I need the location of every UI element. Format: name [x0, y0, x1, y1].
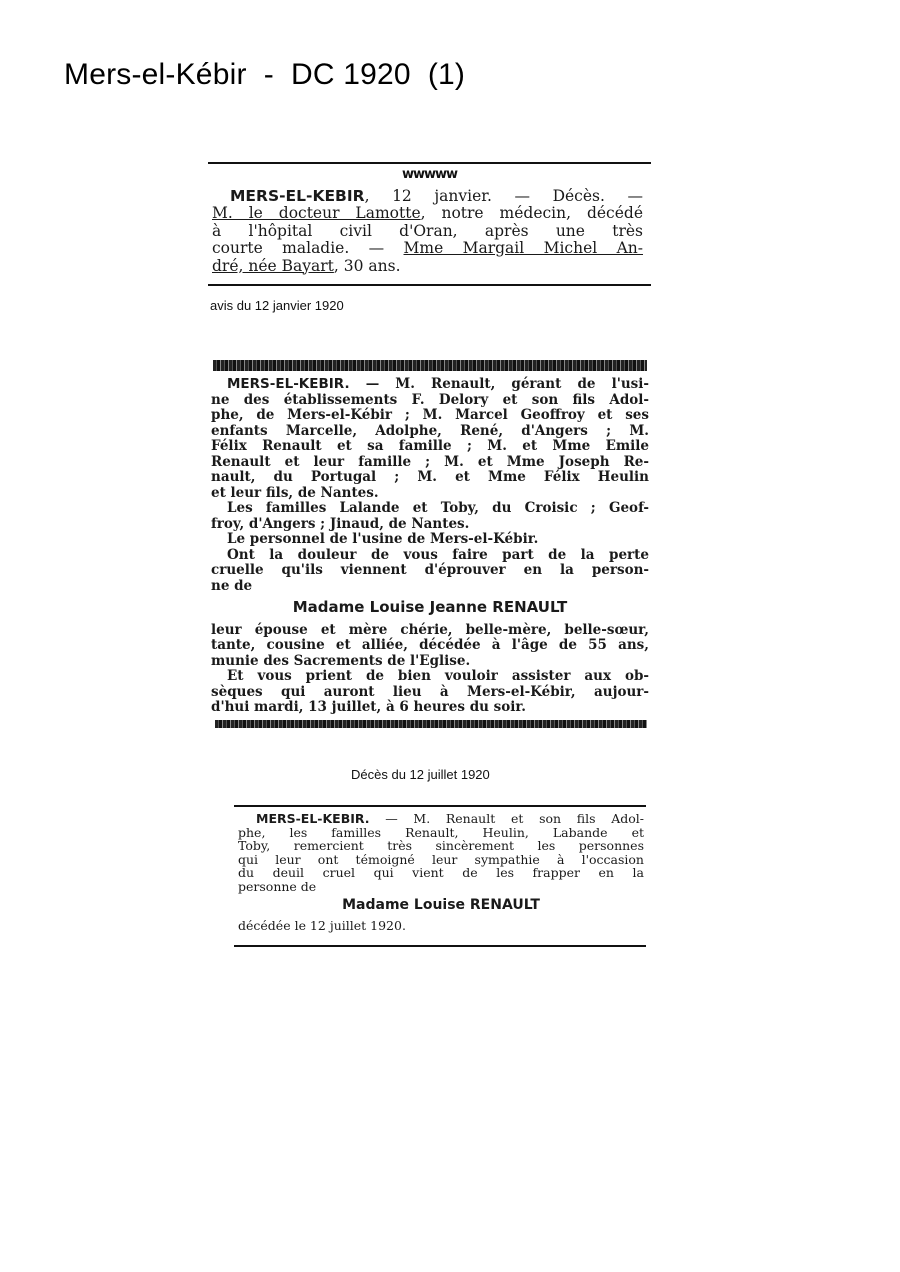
clip2-deceased-name: Madame Louise Jeanne RENAULT: [292, 598, 568, 616]
clip1-name-lamotte: M. le docteur Lamotte: [212, 204, 421, 222]
clip1-line-5: [208, 258, 651, 276]
clip2-line-2: ne des établissements F. Delory et son fils Adol-: [211, 391, 649, 408]
clip3-line-7: décédée le 12 juillet 1920.: [238, 917, 406, 933]
clip1-place: MERS-EL-KEBIR: [230, 186, 365, 205]
clip1-bottom-rule: [208, 284, 651, 286]
clip2-article: [205, 360, 652, 745]
clip3-line-1: [238, 812, 644, 826]
clip1-line-1: [208, 188, 651, 206]
clip2-line-3: phe, de Mers-el-Kébir ; M. Marcel Geoffroy et ses: [211, 407, 649, 423]
clip1-line-2: [208, 205, 651, 223]
clip2-line-8: et leur fils, de Nantes.: [211, 484, 379, 501]
page-title: Mers-el-Kébir - DC 1920 (1): [64, 58, 466, 91]
clip3-line-3: Toby, remercient très sincèrement les personnes: [238, 838, 644, 853]
clip2-line-19: sèques qui auront lieu à Mers-el-Kébir, aujour-: [211, 683, 649, 700]
clip1-line-5-rest: , 30 ans.: [333, 256, 401, 275]
clip1-name-bayart: dré, née Bayart: [212, 256, 334, 275]
clip2-line-15: leur épouse et mère chérie, belle-mère, belle-sœur,: [211, 621, 649, 638]
clip3-line-2: phe, les familles Renault, Heulin, Labande et: [238, 824, 644, 840]
clip2-line-5: Félix Renault et sa famille ; M. et Mme Emile: [211, 438, 649, 454]
clip1-line-2-rest: , notre médecin, décédé: [420, 204, 644, 222]
clip2-line-12: Ont la douleur de vous faire part de la perte: [227, 546, 649, 563]
clip3-line-5: du deuil cruel qui vient de les frapper en la: [238, 865, 644, 880]
clip2-line-17: munie des Sacrements de l'Eglise.: [211, 652, 471, 669]
clip3-line-4: qui leur ont témoigné leur sympathie à l'occasion: [238, 851, 644, 867]
clip2-line-16: tante, cousine et alliée, décédée à l'âge de 55 ans,: [211, 637, 649, 653]
clip1-top-rule: [208, 162, 651, 164]
clip3-bottom-rule: [234, 945, 646, 947]
clip2-line-4: enfants Marcelle, Adolphe, René, d'Angers ; M.: [211, 422, 649, 439]
clip2-line-18: Et vous prient de bien vouloir assister aux ob-: [227, 668, 649, 684]
clip3-body: [234, 812, 646, 932]
clip1-article: [208, 166, 651, 284]
clip3-line-6: personne de: [238, 878, 317, 894]
clip1-line-4-start: courte maladie. —: [212, 239, 404, 257]
clip2-line-6: Renault et leur famille ; M. et Mme Joseph Re-: [211, 453, 649, 470]
clip3-top-rule: [234, 805, 646, 807]
clip2-line-9: Les familles Lalande et Toby, du Croisic ; Geof-: [227, 500, 649, 516]
clip2-caption: Décès du 12 juillet 1920: [351, 767, 490, 782]
clip2-line-20: d'hui mardi, 13 juillet, à 6 heures du soir.: [211, 699, 526, 715]
clip1-line-4: [208, 240, 651, 258]
clip1-name-margail: Mme Margail Michel An-: [403, 239, 643, 257]
clip3-line-1-text: — M. Renault et son fils Adol-: [385, 811, 644, 826]
clip2-top-bar: [213, 360, 647, 371]
clip2-line-14: ne de: [211, 577, 253, 594]
clip2-bottom-bar: [215, 720, 647, 728]
clip2-line-1-text: — M. Renault, gérant de l'usi-: [365, 376, 649, 392]
clip1-caption: avis du 12 janvier 1920: [210, 298, 344, 313]
clip2-body: [205, 377, 652, 716]
clip2-line-13: cruelle qu'ils viennent d'éprouver en la person-: [211, 562, 649, 578]
clip2-line-11: Le personnel de l'usine de Mers-el-Kébir.: [227, 531, 539, 547]
clip1-date: , 12 janvier. — Décès. —: [364, 186, 643, 205]
clip1-line-3: à l'hôpital civil d'Oran, après une très: [212, 221, 643, 240]
clip2-place: MERS-EL-KEBIR.: [227, 376, 350, 392]
clip2-line-7: nault, du Portugal ; M. et Mme Félix Heulin: [211, 469, 649, 485]
clip3-deceased-name: Madame Louise RENAULT: [342, 897, 540, 913]
clip2-line-1: [211, 377, 649, 393]
clip3-place: MERS-EL-KEBIR.: [256, 811, 370, 826]
clip2-line-10: froy, d'Angers ; Jinaud, de Nantes.: [211, 515, 470, 532]
clip1-ornament: wwwww: [401, 167, 458, 182]
clip3-article: [234, 812, 646, 945]
